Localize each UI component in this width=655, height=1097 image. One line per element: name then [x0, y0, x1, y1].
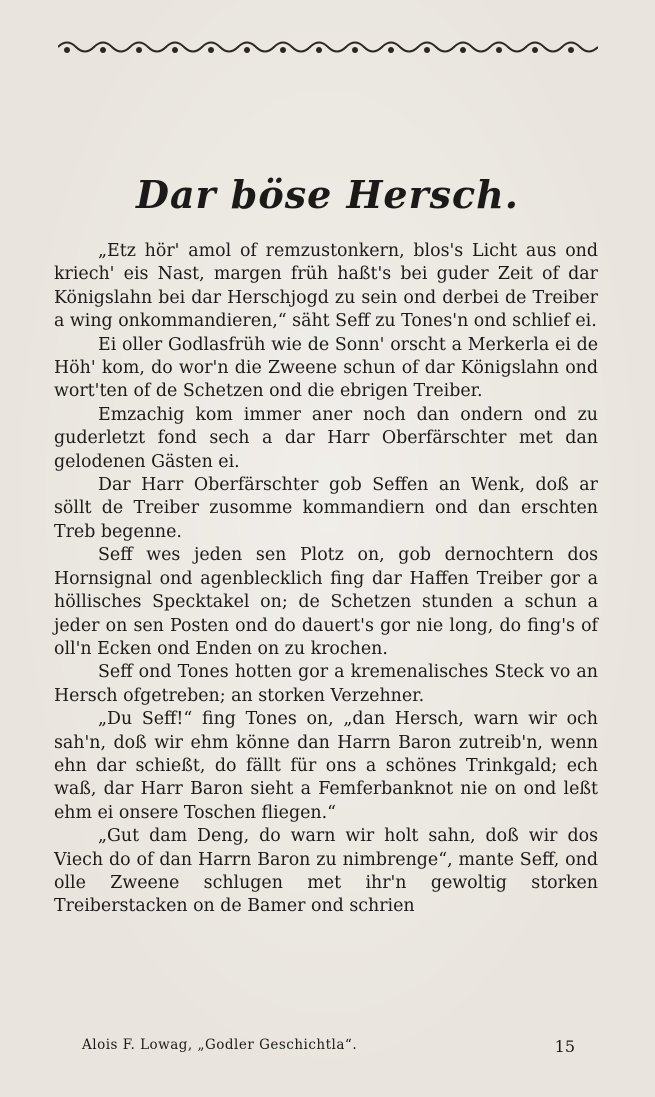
page-footer: [82, 1037, 575, 1056]
page-number: 15: [554, 1037, 575, 1056]
paragraph: Seff ond Tones hotten gor a kremenalisches Steck vo an Hersch ofgetreben; an storken Verzehner.: [54, 662, 598, 706]
paragraph: Seff wes jeden sen Plotz on, gob dernochtern dos Hornsignal ond agenblecklich fing dar Haffen Treiber gor a höllisches Specktakel on; de Schetzen stunden a schun a jeder on sen Posten ond do dauert's gor nie long, do fing's of oll'n Ecken ond Enden on zu krochen.: [54, 545, 598, 659]
story-title: Dar böse Hersch.: [135, 172, 520, 217]
paragraph: Emzachig kom immer aner noch dan ondern ond zu guderletzt fond sech a dar Harr Oberfärschter met dan gelodenen Gästen ei.: [54, 404, 598, 472]
paragraph: Ei oller Godlasfrüh wie de Sonn' orscht a Merkerla ei de Höh' kom, do wor'n die Zweene schun of dar Königslahn ond wort'ten of de Schetzen ond die ebrigen Treiber.: [54, 334, 598, 402]
header-ornament-border: [58, 36, 598, 58]
paragraph: „Gut dam Deng, do warn wir holt sahn, doß wir dos Viech do of dan Harrn Baron zu nimbrenge“, mante Seff, ond olle Zweene schlugen met ihr'n gewoltig storken Treiberstacken on de Bamer ond schrien: [54, 826, 598, 917]
footer-source: Alois F. Lowag, „Godler Geschichtla“.: [82, 1037, 358, 1053]
paragraph: Dar Harr Oberfärschter gob Seffen an Wenk, doß ar söllt de Treiber zusomme kommandiern ond dan erschten Treb begenne.: [54, 475, 598, 542]
paragraph: „Du Seff!“ fing Tones on, „dan Hersch, warn wir och sah'n, doß wir ehm könne dan Harrn Baron zutreib'n, wenn ehn dar schießt, do fällt für ons a schönes Trinkgald; ech waß, dar Harr Baron sieht a Femferbanknot nie on ond leßt ehm ei onsere Toschen fliegen.“: [54, 709, 598, 823]
story-body: [54, 240, 598, 919]
paragraph: „Etz hör' amol of remzustonkern, blos's Licht aus ond kriech' eis Nast, margen früh haßt's bei guder Zeit of dar Königslahn bei dar Herschjogd zu sein ond derbei de Treiber a wing onkommandieren,“ säht Seff zu Tones'n ond schlief ei.: [54, 241, 598, 332]
